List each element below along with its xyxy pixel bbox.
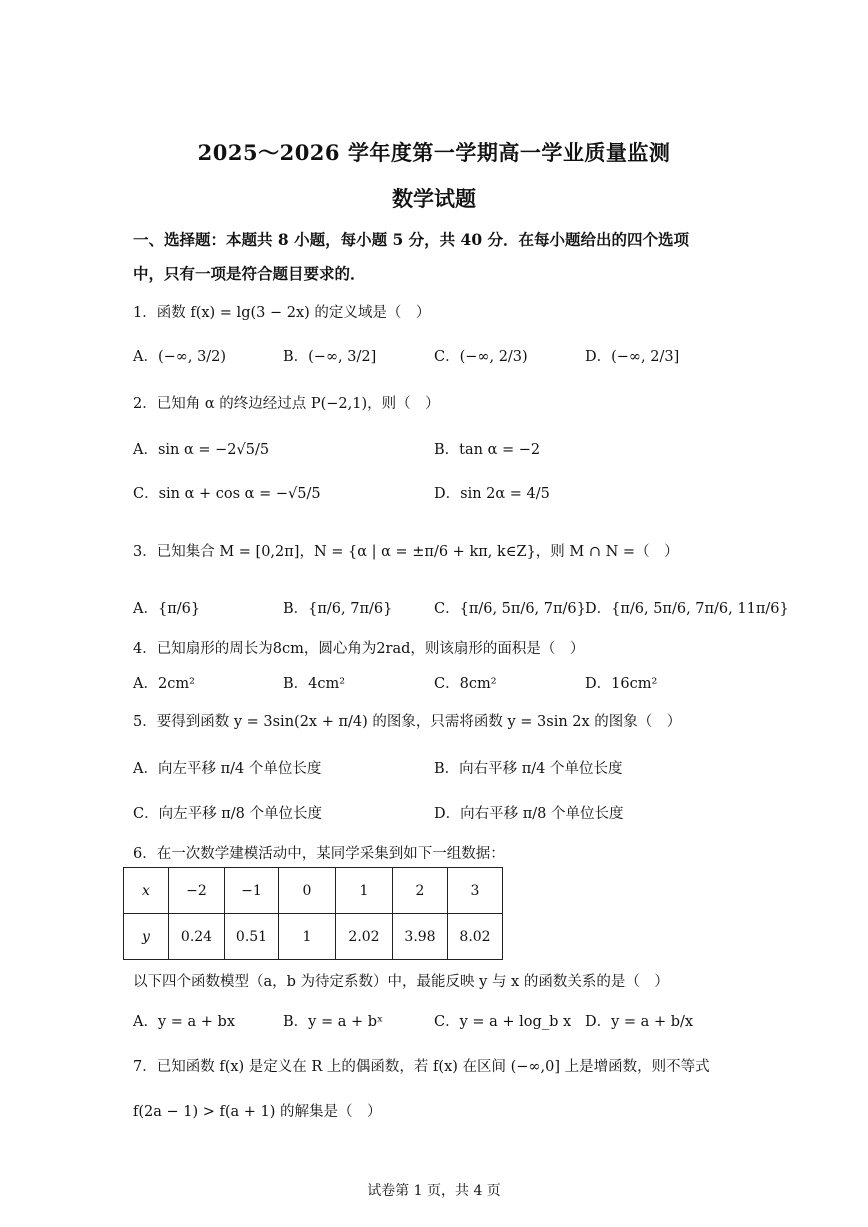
question-7-stem-cont: f(2a − 1) > f(a + 1) 的解集是（ ） [133, 1104, 382, 1120]
data-table [123, 867, 503, 960]
page-footer: 试卷第 1 页，共 4 页 [367, 1183, 501, 1199]
table-header-x: x [124, 868, 169, 914]
exam-subtitle: 数学试题 [392, 186, 476, 211]
q4-option-a: A．2cm² [133, 676, 195, 692]
question-6-stem: 6．在一次数学建模活动中，某同学采集到如下一组数据： [133, 846, 505, 862]
table-cell: 3 [448, 868, 503, 914]
question-5-stem: 5．要得到函数 y = 3sin(2x + π/4) 的图象，只需将函数 y = 3sin 2x 的图象（ ） [133, 714, 682, 730]
q5-option-b: B．向右平移 π/4 个单位长度 [434, 761, 623, 777]
q6-option-b: B．y = a + bˣ [283, 1014, 384, 1030]
q2-option-d: D．sin 2α = 4/5 [434, 486, 550, 502]
q5-option-a: A．向左平移 π/4 个单位长度 [133, 761, 322, 777]
table-cell: 2.02 [336, 914, 393, 960]
table-cell: 3.98 [393, 914, 448, 960]
q4-option-b: B．4cm² [283, 676, 346, 692]
table-cell: 0.51 [225, 914, 279, 960]
table-row [124, 914, 503, 960]
question-7-stem: 7．已知函数 f(x) 是定义在 R 上的偶函数，若 f(x) 在区间 (−∞,0] 上是增函数，则不等式 [133, 1059, 710, 1075]
q6-option-d: D．y = a + b/x [585, 1014, 694, 1030]
q6-option-c: C．y = a + log_b x [434, 1014, 572, 1030]
q1-option-a: A．(−∞, 3/2) [133, 349, 227, 365]
q1-option-b: B．(−∞, 3/2] [283, 349, 377, 365]
table-header-y: y [124, 914, 169, 960]
q3-option-a: A．{π/6} [133, 601, 201, 617]
section-heading: 一、选择题：本题共 8 小题，每小题 5 分，共 40 分．在每小题给出的四个选项 [133, 230, 690, 249]
q5-option-c: C．向左平移 π/8 个单位长度 [133, 806, 322, 822]
table-cell: 1 [279, 914, 336, 960]
table-cell: 1 [336, 868, 393, 914]
q3-option-c: C．{π/6, 5π/6, 7π/6} [434, 601, 586, 617]
q5-option-d: D．向右平移 π/8 个单位长度 [434, 806, 624, 822]
q2-option-b: B．tan α = −2 [434, 442, 541, 458]
q3-option-d: D．{π/6, 5π/6, 7π/6, 11π/6} [585, 601, 789, 617]
table-cell: 0.24 [169, 914, 225, 960]
question-1-stem: 1．函数 f(x) = lg(3 − 2x) 的定义域是（ ） [133, 305, 431, 321]
table-cell: 8.02 [448, 914, 503, 960]
question-2-stem: 2．已知角 α 的终边经过点 P(−2,1)，则（ ） [133, 396, 440, 412]
q2-option-a: A．sin α = −2√5/5 [133, 442, 270, 458]
q4-option-c: C．8cm² [434, 676, 497, 692]
question-4-stem: 4．已知扇形的周长为8cm，圆心角为2rad，则该扇形的面积是（ ） [133, 641, 585, 657]
table-cell: −1 [225, 868, 279, 914]
q2-option-c: C．sin α + cos α = −√5/5 [133, 486, 321, 502]
section-heading-cont: 中，只有一项是符合题目要求的． [133, 264, 366, 283]
table-cell: 0 [279, 868, 336, 914]
question-6-prompt: 以下四个函数模型（a，b 为待定系数）中，最能反映 y 与 x 的函数关系的是（ ） [133, 974, 669, 990]
table-cell: 2 [393, 868, 448, 914]
q1-option-d: D．(−∞, 2/3] [585, 349, 680, 365]
question-3-stem: 3．已知集合 M = [0,2π]，N = {α | α = ±π/6 + kπ, k∈Z}，则 M ∩ N =（ ） [133, 544, 679, 560]
q6-option-a: A．y = a + bx [133, 1014, 236, 1030]
q4-option-d: D．16cm² [585, 676, 658, 692]
table-row [124, 868, 503, 914]
table-cell: −2 [169, 868, 225, 914]
q3-option-b: B．{π/6, 7π/6} [283, 601, 393, 617]
exam-title: 2025～2026 学年度第一学期高一学业质量监测 [197, 140, 671, 165]
q1-option-c: C．(−∞, 2/3) [434, 349, 528, 365]
